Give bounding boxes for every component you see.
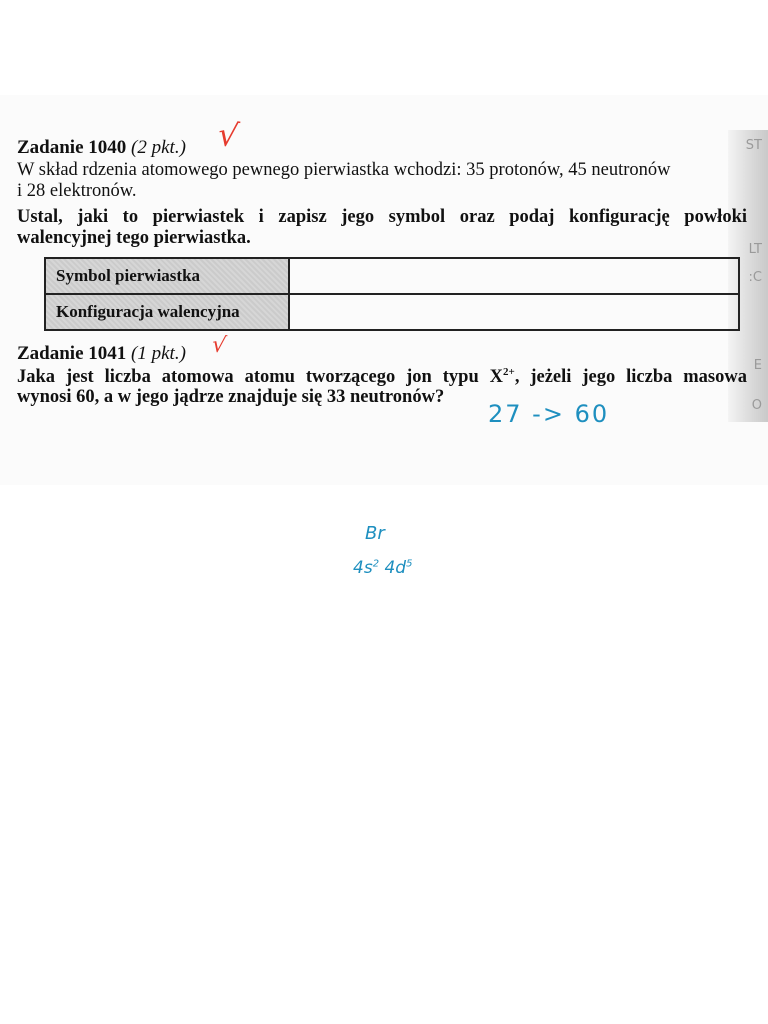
margin-text: :C bbox=[748, 270, 762, 285]
table-row bbox=[45, 258, 739, 294]
check-mark-icon: √ bbox=[215, 114, 241, 156]
handwritten-symbol: Br bbox=[365, 523, 385, 544]
table-row bbox=[45, 294, 739, 330]
task-1041-question-line1: Jaka jest liczba atomowa atomu tworzącego jon typu $X^{2+}$, jeżeli jego liczba masowa bbox=[17, 366, 747, 388]
margin-text: E bbox=[753, 358, 762, 373]
task-1040-text-line2: i 28 elektronów. bbox=[17, 181, 137, 201]
check-mark-icon: √ bbox=[210, 332, 228, 359]
margin-text: LT bbox=[748, 242, 762, 257]
task-1040-title: Zadanie 1040 (2 pkt.) bbox=[17, 137, 186, 158]
margin-text: O bbox=[751, 398, 762, 413]
label-symbol: Symbol pierwiastka bbox=[45, 258, 289, 294]
handwritten-answer: 27 -> 60 bbox=[488, 400, 610, 428]
task-1041-title: Zadanie 1041 (1 pkt.) bbox=[17, 343, 186, 364]
task-1041-question-line2: wynosi 60, a w jego jądrze znajduje się 33 neutronów? bbox=[17, 387, 445, 407]
handwritten-configuration: $4s^2$ $4d^5$ bbox=[353, 558, 413, 578]
margin-text: ST bbox=[745, 138, 762, 153]
task-1040-text-line1: W skład rdzenia atomowego pewnego pierwiastka wchodzi: 35 protonów, 45 neutronów bbox=[17, 160, 671, 180]
task-1040-instruction-line1: Ustal, jaki to pierwiastek i zapisz jego symbol oraz podaj konfigurację powłoki bbox=[17, 207, 747, 227]
task-1040-instruction-line2: walencyjnej tego pierwiastka. bbox=[17, 228, 251, 248]
label-configuration: Konfiguracja walencyjna bbox=[45, 294, 289, 330]
